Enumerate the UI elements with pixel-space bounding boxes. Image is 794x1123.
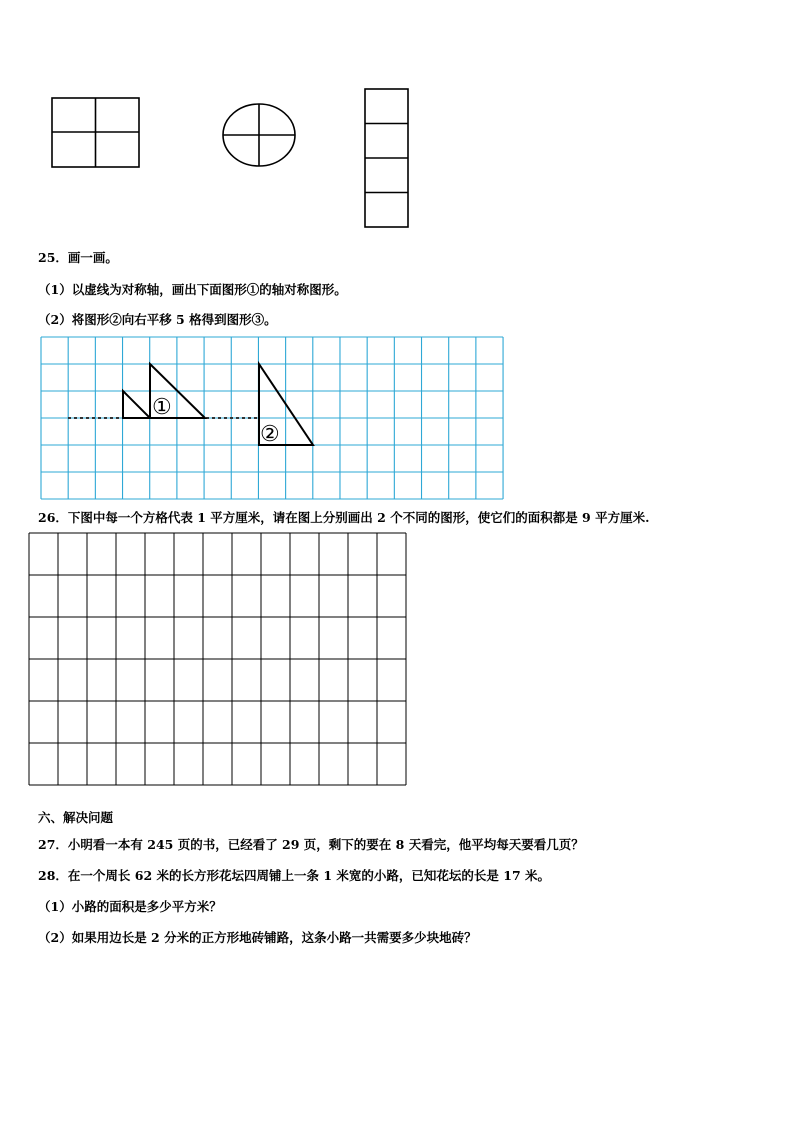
q28-part1: （1）小路的面积是多少平方米？	[38, 899, 222, 914]
shape1-label: ①	[152, 395, 172, 420]
q25-title: 25．画一画。	[38, 250, 118, 265]
q25-part2: （2）将图形②向右平移 5 格得到图形③。	[38, 312, 277, 327]
q25-part1: （1）以虚线为对称轴，画出下面图形①的轴对称图形。	[38, 282, 347, 297]
q27-text: 27．小明看一本有 245 页的书，已经看了 29 页，剩下的要在 8 天看完，他平均每天要看几页？	[38, 837, 584, 852]
q28-text: 28．在一个周长 62 米的长方形花坛四周铺上一条 1 米宽的小路，已知花坛的长是 17 米。	[38, 868, 550, 883]
q26-text: 26．下图中每一个方格代表 1 平方厘米，请在图上分别画出 2 个不同的图形，使它们的面积都是 9 平方厘米.	[38, 510, 650, 525]
q28-part2: （2）如果用边长是 2 分米的正方形地砖铺路，这条小路一共需要多少块地砖？	[38, 930, 477, 945]
black-grid[interactable]	[29, 533, 406, 785]
shape2-label: ②	[260, 422, 280, 447]
section6-heading: 六、解决问题	[38, 810, 114, 825]
